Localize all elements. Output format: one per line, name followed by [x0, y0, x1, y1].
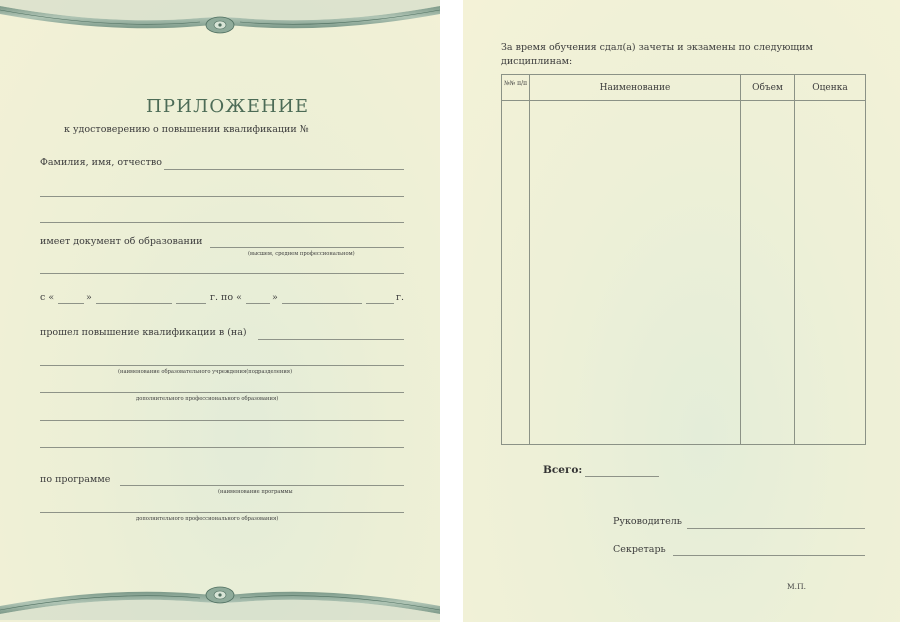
education-hint: (высшем, среднем профессиональном) — [248, 251, 355, 257]
fio-line[interactable] — [164, 169, 404, 170]
left-page — [0, 0, 440, 622]
bottom-ornament-border — [0, 580, 440, 620]
fio-label: Фамилия, имя, отчество — [40, 157, 162, 168]
date-to-year[interactable] — [366, 303, 394, 304]
secretary-label: Секретарь — [613, 544, 666, 555]
total-line[interactable] — [585, 476, 659, 477]
page-title: ПРИЛОЖЕНИЕ — [146, 96, 310, 117]
institution-line-2[interactable] — [40, 392, 404, 393]
secretary-signature-line[interactable] — [673, 555, 865, 556]
program-line-2[interactable] — [40, 512, 404, 513]
stamp-label: М.П. — [787, 582, 806, 591]
fio-line-3[interactable] — [40, 222, 404, 223]
date-from-day[interactable] — [58, 303, 84, 304]
additional-hint-2: дополнительного профессионального образования) — [136, 516, 279, 522]
institution-line-3[interactable] — [40, 420, 404, 421]
intro-line-2: дисциплинам: — [501, 56, 573, 67]
additional-hint-1: дополнительного профессионального образования) — [136, 396, 279, 402]
training-label: прошел повышение квалификации в (на) — [40, 327, 247, 338]
column-header-name: Наименование — [599, 83, 671, 93]
total-label: Всего: — [543, 464, 583, 476]
date-from-month[interactable] — [96, 303, 172, 304]
page-subtitle: к удостоверению о повышении квалификации № — [64, 124, 309, 135]
date-to-year-suffix: г. — [396, 292, 404, 303]
date-from-year[interactable] — [176, 303, 206, 304]
top-ornament-border — [0, 0, 440, 40]
table-right-border — [865, 74, 866, 445]
top-ornament-medallion — [206, 17, 234, 33]
table-top-border — [501, 74, 866, 75]
table-left-border — [501, 74, 502, 445]
table-col-divider-2 — [740, 74, 741, 445]
program-hint: (наименование программы — [218, 489, 293, 495]
institution-line-4[interactable] — [40, 447, 404, 448]
fio-line-2[interactable] — [40, 196, 404, 197]
head-signature-line[interactable] — [687, 528, 865, 529]
right-page — [463, 0, 900, 622]
intro-line-1: За время обучения сдал(а) зачеты и экзамены по следующим — [501, 42, 813, 53]
head-label: Руководитель — [613, 516, 682, 527]
date-to-quote: » — [272, 292, 278, 303]
education-line[interactable] — [210, 247, 404, 248]
table-bottom-border — [501, 444, 866, 445]
date-to-month[interactable] — [282, 303, 362, 304]
institution-hint: (наименование образовательного учреждения(подразделения) — [118, 369, 293, 375]
column-header-volume: Объем — [752, 83, 783, 93]
education-line-2[interactable] — [40, 273, 404, 274]
column-header-grade: Оценка — [812, 83, 848, 93]
bottom-ornament-medallion — [206, 587, 234, 603]
education-label: имеет документ об образовании — [40, 236, 203, 247]
program-label: по программе — [40, 474, 111, 485]
program-line[interactable] — [120, 485, 404, 486]
institution-line[interactable] — [40, 365, 404, 366]
training-line[interactable] — [258, 339, 404, 340]
table-col-divider-3 — [794, 74, 795, 445]
date-from-prefix: с « — [40, 292, 55, 303]
date-to-prefix: г. по « — [210, 292, 242, 303]
date-from-quote: » — [86, 292, 92, 303]
table-header-divider — [501, 100, 866, 101]
column-header-number: №№ п/п — [503, 80, 528, 87]
date-to-day[interactable] — [246, 303, 270, 304]
table-col-divider-1 — [529, 74, 530, 445]
